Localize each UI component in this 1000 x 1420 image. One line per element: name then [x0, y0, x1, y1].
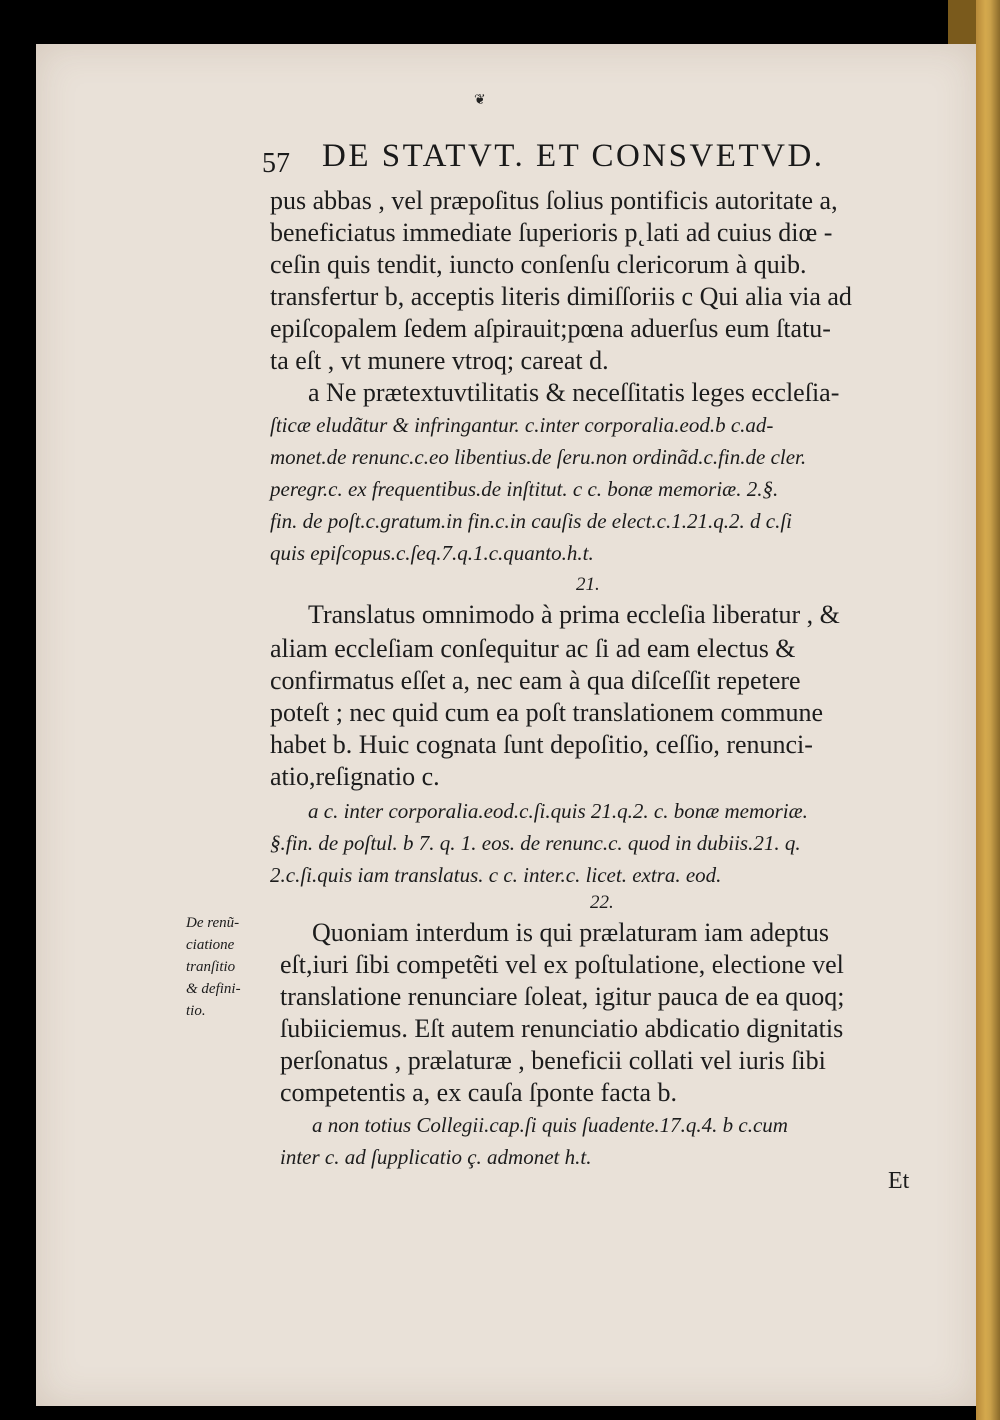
note-line: 2.c.ſi.quis iam translatus. c c. inter.c. licet. extra. eod. [270, 863, 722, 887]
note-line: §.fin. de poſtul. b 7. q. 1. eos. de renunc.c. quod in dubiis.21. q. [270, 831, 801, 855]
text-line: ſubiiciemus. Eſt autem renunciatio abdicatio dignitatis [280, 1014, 844, 1043]
section-number: 21. [576, 574, 600, 595]
note-line: quis epiſcopus.c.ſeq.7.q.1.c.quanto.h.t. [270, 541, 594, 565]
text-line: Translatus omnimodo à prima eccleſia liberatur , & [308, 600, 840, 629]
text-line: aliam eccleſiam conſequitur ac ſi ad eam electus & [270, 634, 796, 663]
note-line: a Ne prætextuvtilitatis & neceſſitatis leges eccleſia- [308, 378, 840, 407]
margin-note-line: De renũ- [186, 915, 240, 931]
text-line: ceſin quis tendit, iuncto conſenſu clericorum à quib. [270, 250, 807, 279]
text-line: epiſcopalem ſedem aſpirauit;pœna aduerſus eum ſtatu- [270, 314, 831, 343]
folio-number: 57 [262, 148, 290, 179]
note-line: a non totius Collegii.cap.ſi quis ſuadente.17.q.4. b c.cum [312, 1113, 788, 1137]
note-line: a c. inter corporalia.eod.c.ſi.quis 21.q.2. c. bonæ memoriæ. [308, 799, 808, 823]
note-line: monet.de renunc.c.eo libentius.de ſeru.non ordinãd.c.fin.de cler. [270, 445, 807, 469]
margin-note-line: tranſitio [186, 959, 236, 975]
text-line: eſt,iuri ſibi competẽti vel ex poſtulatione, electione vel [280, 950, 844, 979]
page-fore-edge [976, 0, 1000, 1420]
text-line: pus abbas , vel præpoſitus ſolius pontificis autoritate a, [270, 186, 838, 215]
margin-note-line: & defini- [186, 981, 241, 997]
text-line: confirmatus eſſet a, nec eam à qua diſceſſit repetere [270, 666, 801, 695]
section-number: 22. [590, 892, 614, 913]
text-line: beneficiatus immediate ſuperioris p˛lati ad cuius diœ - [270, 218, 833, 247]
text-line: translatione renunciare ſoleat, igitur pauca de ea quoq; [280, 982, 845, 1011]
text-line: competentis a, ex cauſa ſponte facta b. [280, 1078, 678, 1107]
text-line: Quoniam interdum is qui prælaturam iam adeptus [312, 918, 830, 947]
note-line: fin. de poſt.c.gratum.in fin.c.in cauſis de elect.c.1.21.q.2. d c.ſi [270, 509, 792, 533]
note-line: peregr.c. ex frequentibus.de inſtitut. c c. bonæ memoriæ. 2.§. [270, 477, 779, 501]
text-line: perſonatus , prælaturæ , beneficii collati vel iuris ſibi [280, 1046, 826, 1075]
text-line: habet b. Huic cognata ſunt depoſitio, ceſſio, renunci- [270, 730, 813, 759]
head-ornament: ❦ [474, 93, 486, 108]
text-line: poteſt ; nec quid cum ea poſt translationem commune [270, 698, 824, 727]
text-line: atio,reſignatio c. [270, 762, 440, 791]
binding-shadow [948, 0, 978, 44]
running-title: DE STATVT. ET CONSVETVD. [322, 138, 825, 174]
note-line: inter c. ad ſupplicatio ç. admonet h.t. [280, 1145, 592, 1169]
text-line: transfertur b, acceptis literis dimiſſoriis c Qui alia via ad [270, 282, 852, 311]
margin-note-line: tio. [186, 1003, 206, 1019]
catchword: Et [888, 1168, 910, 1194]
margin-note-line: ciatione [186, 937, 235, 953]
note-line: ſticæ eludãtur & infringantur. c.inter corporalia.eod.b c.ad- [270, 413, 774, 437]
text-line: ta eſt , vt munere vtroq; careat d. [270, 346, 609, 375]
